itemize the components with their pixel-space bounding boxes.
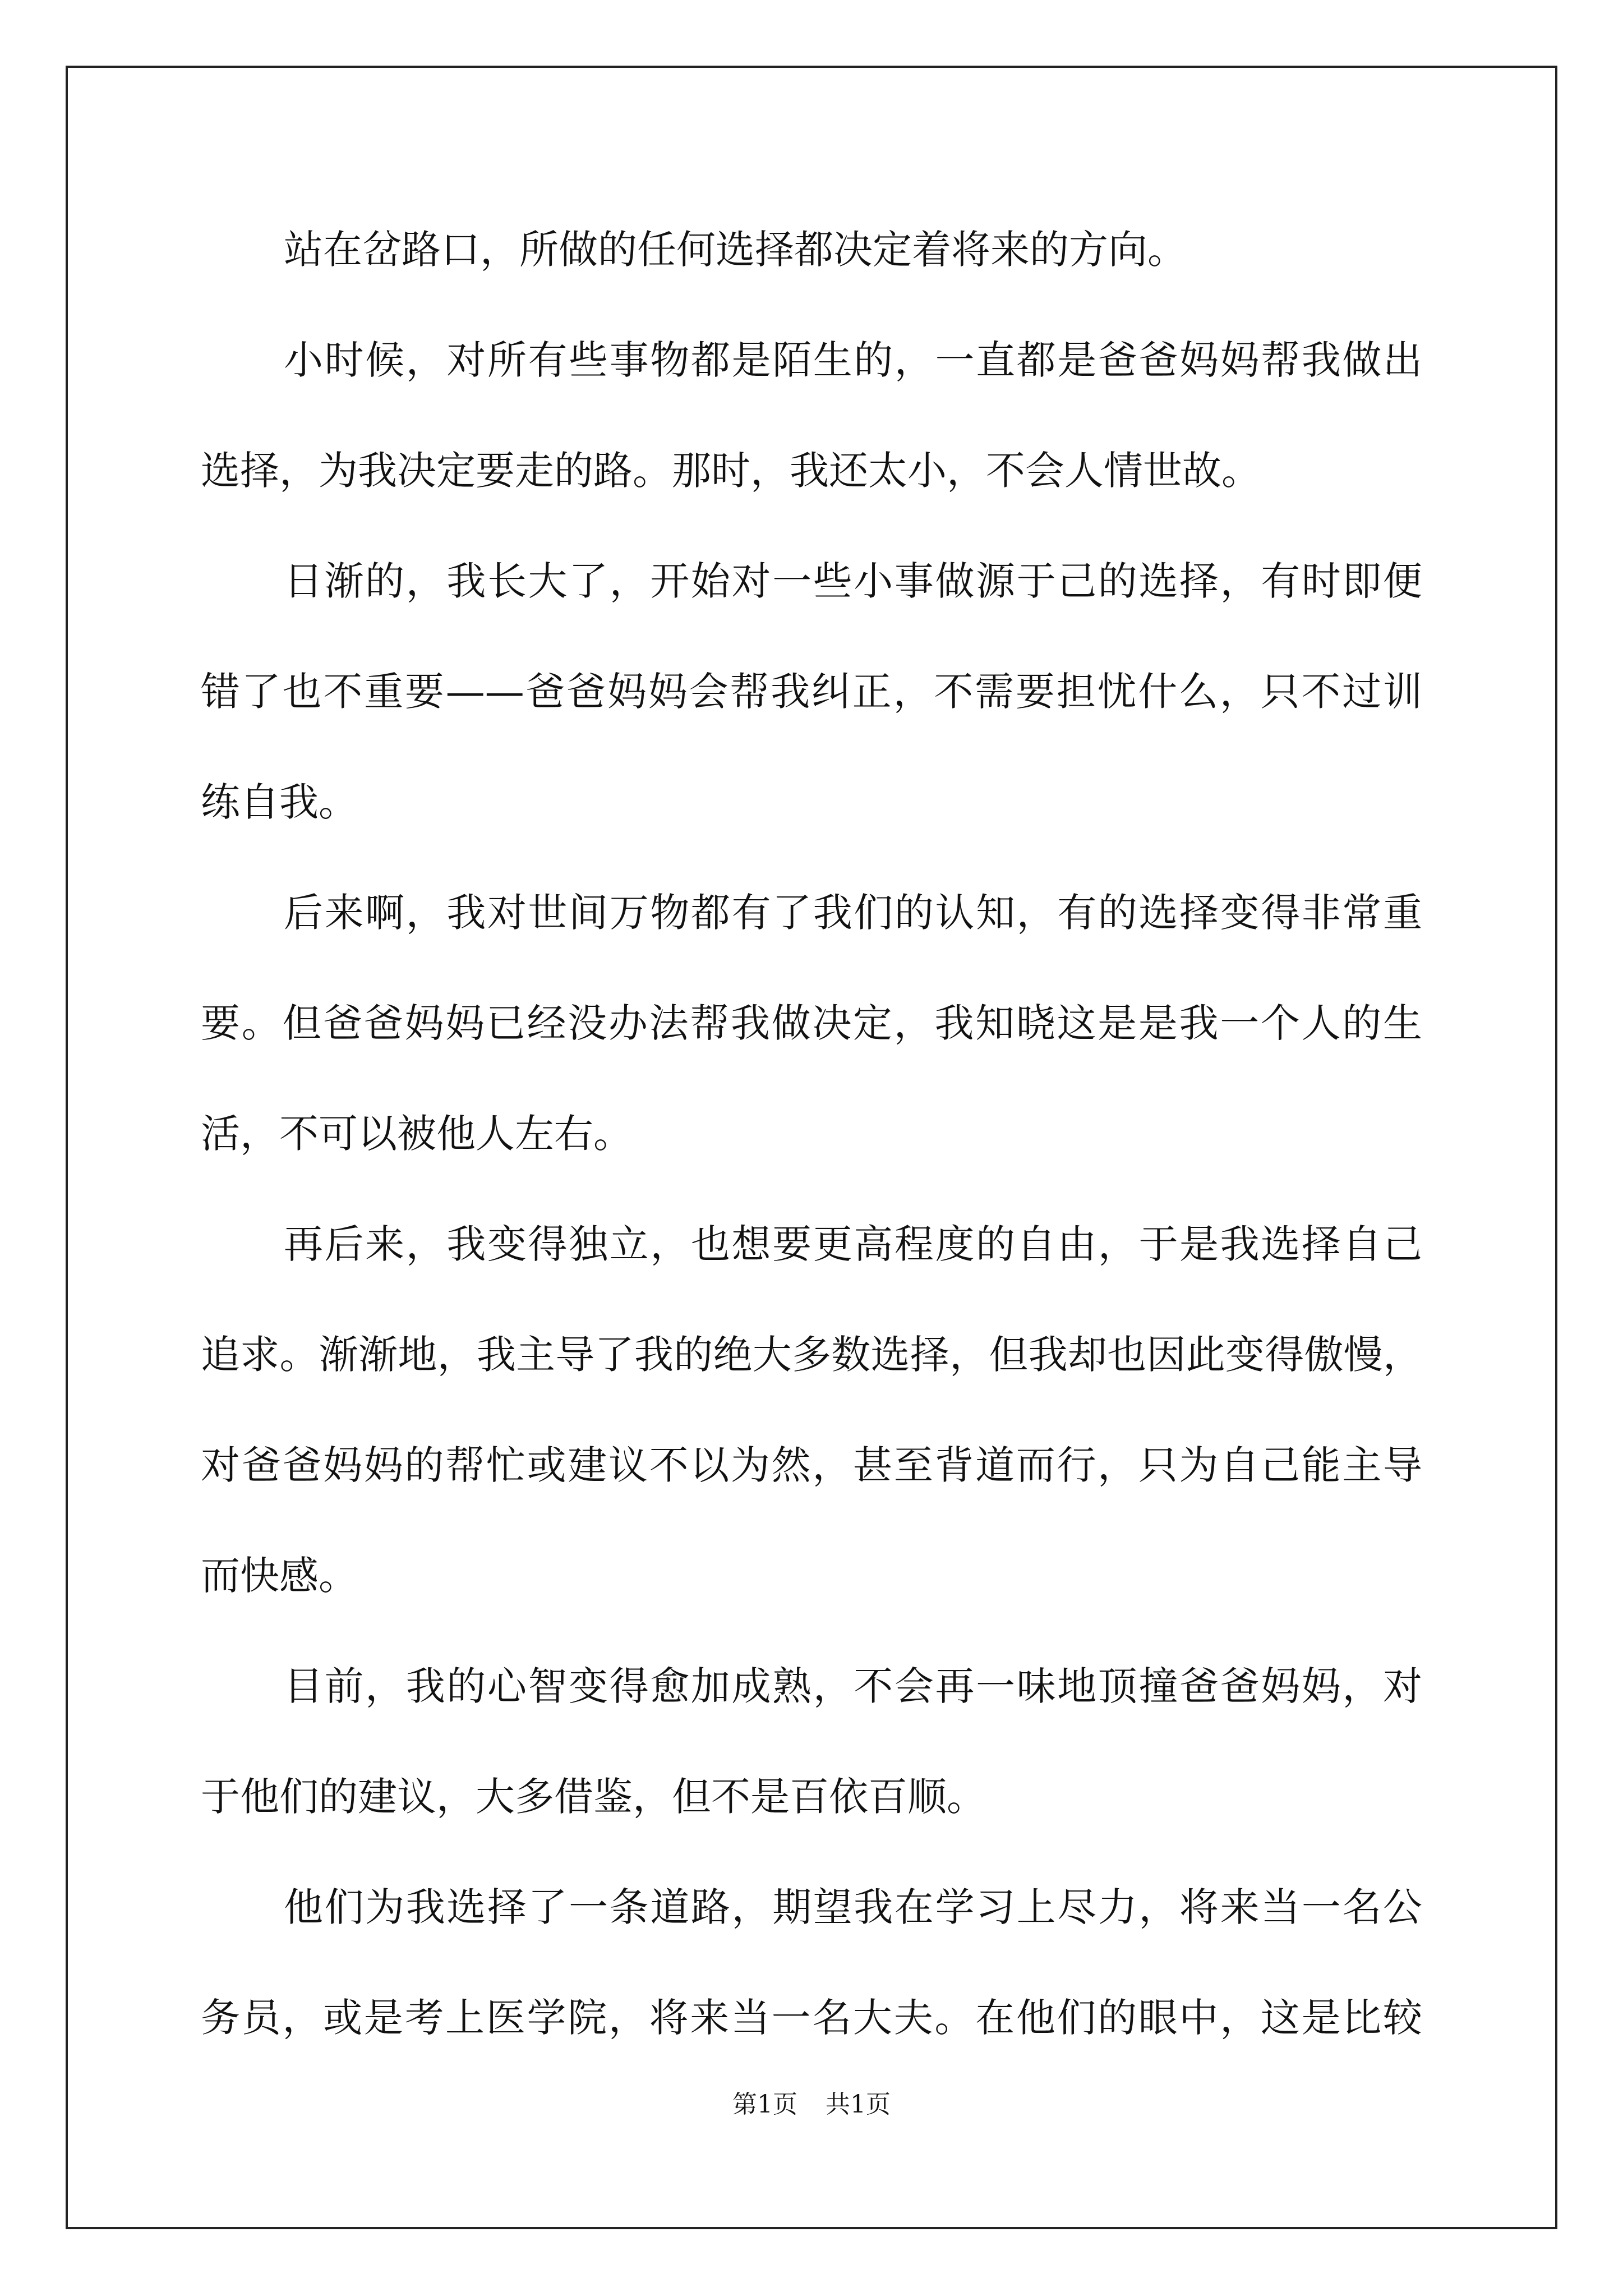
paragraph-5-line-1: 再后来，我变得独立，也想要更高程度的自由，于是我选择自己 xyxy=(284,1221,1422,1267)
paragraph-7-line-1: 他们为我选择了一条道路，期望我在学习上尽力，将来当一名公 xyxy=(284,1884,1422,1930)
paragraph-4-line-1: 后来啊，我对世间万物都有了我们的认知，有的选择变得非常重 xyxy=(284,890,1422,936)
paragraph-7-line-2: 务员，或是考上医学院，将来当一名大夫。在他们的眼中，这是比较 xyxy=(201,1995,1422,2041)
paragraph-4-line-2: 要。但爸爸妈妈已经没办法帮我做决定，我知晓这是是我一个人的生 xyxy=(201,1000,1422,1046)
paragraph-5-line-4: 而快感。 xyxy=(201,1553,358,1599)
paragraph-4-line-3: 活，不可以被他人左右。 xyxy=(201,1111,633,1157)
paragraph-5-line-2: 追求。渐渐地，我主导了我的绝大多数选择，但我却也因此变得傲慢， xyxy=(201,1332,1422,1378)
paragraph-2-line-2: 选择，为我决定要走的路。那时，我还太小，不会人情世故。 xyxy=(201,448,1261,494)
page-number: 第1页 xyxy=(732,2090,797,2119)
paragraph-6-line-2: 于他们的建议，大多借鉴，但不是百依百顺。 xyxy=(201,1774,986,1820)
paragraph-2-line-1: 小时候，对所有些事物都是陌生的，一直都是爸爸妈妈帮我做出 xyxy=(284,337,1422,383)
paragraph-1-line-1: 站在岔路口，所做的任何选择都决定着将来的方向。 xyxy=(284,227,1187,273)
page-total: 共1页 xyxy=(826,2090,891,2119)
paragraph-6-line-1: 目前，我的心智变得愈加成熟，不会再一味地顶撞爸爸妈妈，对 xyxy=(284,1663,1422,1709)
paragraph-3-line-1: 日渐的，我长大了，开始对一些小事做源于己的选择，有时即便 xyxy=(284,558,1422,604)
paragraph-5-line-3: 对爸爸妈妈的帮忙或建议不以为然，甚至背道而行，只为自己能主导 xyxy=(201,1442,1422,1488)
page-footer xyxy=(0,2088,1623,2122)
paragraph-3-line-3: 练自我。 xyxy=(201,779,358,825)
paragraph-3-line-2: 错了也不重要——爸爸妈妈会帮我纠正，不需要担忧什么，只不过训 xyxy=(201,669,1422,715)
essay-body xyxy=(201,213,1422,2092)
